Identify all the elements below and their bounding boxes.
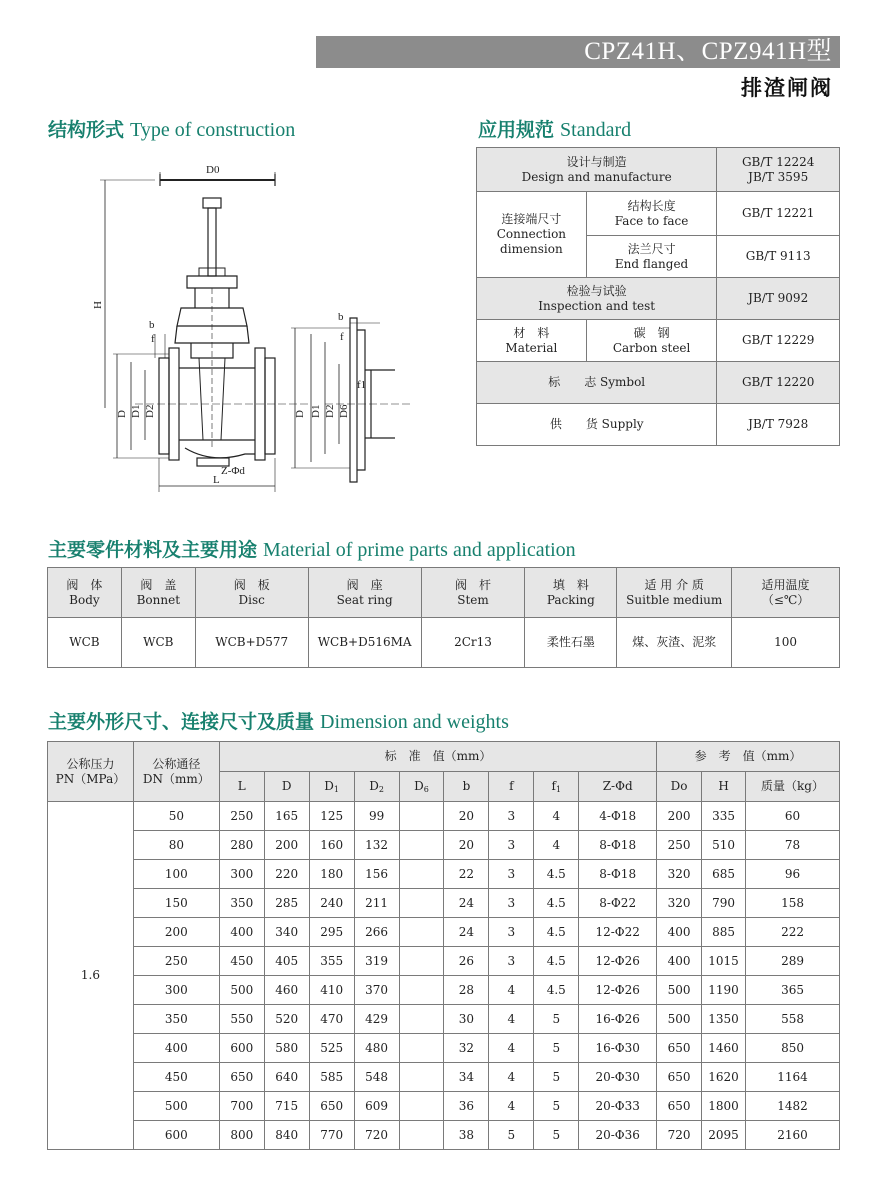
table-cell: 400 [657,947,702,976]
table-cell: 720 [354,1121,399,1150]
table-cell: 20-Φ36 [579,1121,657,1150]
table-cell: 26 [444,947,489,976]
col-do: Do [657,772,702,802]
table-cell: 3 [489,802,534,831]
table-cell: 22 [444,860,489,889]
table-cell: 20-Φ30 [579,1063,657,1092]
table-cell: 600 [219,1034,264,1063]
table-cell: 5 [534,1092,579,1121]
table-cell: 550 [219,1005,264,1034]
material-header: 适用温度 （≤℃） [732,568,840,618]
label-f1: f1 [357,379,367,391]
table-cell: 840 [264,1121,309,1150]
table-cell: 4.5 [534,860,579,889]
label-d0: D0 [206,164,220,176]
table-row [48,860,840,889]
std-symbol-value: GB/T 12220 [717,362,840,404]
table-row [48,802,840,831]
model-title: CPZ41H、CPZ941H型 [584,38,832,65]
table-cell: 650 [657,1063,702,1092]
std-symbol-label: 标 志 Symbol [477,362,717,404]
reference-values-header: 参 考 值（mm） [657,742,840,772]
table-cell: 132 [354,831,399,860]
table-cell: 525 [309,1034,354,1063]
col-zd: Z-Φd [579,772,657,802]
table-row [48,1034,840,1063]
material-header: 阀 体 Body [48,568,122,618]
table-cell: 715 [264,1092,309,1121]
table-cell: 548 [354,1063,399,1092]
table-cell [399,947,444,976]
col-d: D [264,772,309,802]
table-cell: 370 [354,976,399,1005]
table-cell: 78 [746,831,840,860]
table-cell: 500 [133,1092,219,1121]
col-weight: 质量（kg） [746,772,840,802]
table-cell: 4.5 [534,947,579,976]
table-cell: 36 [444,1092,489,1121]
label-d-right: D [294,410,306,418]
table-cell: 289 [746,947,840,976]
material-table [47,567,840,668]
table-row [48,1063,840,1092]
table-cell: 222 [746,918,840,947]
std-inspection-value: JB/T 9092 [717,278,840,320]
table-cell: 285 [264,889,309,918]
table-cell: 200 [133,918,219,947]
table-cell: 335 [702,802,746,831]
col-h: H [702,772,746,802]
table-cell [399,802,444,831]
material-cell: WCB [121,618,195,668]
table-cell: 165 [264,802,309,831]
table-cell: 250 [657,831,702,860]
label-d1-right: D1 [310,404,322,418]
table-cell: 790 [702,889,746,918]
label-d2-right: D2 [324,404,336,418]
table-cell: 8-Φ18 [579,860,657,889]
label-d2: D2 [144,404,156,418]
table-row [48,1005,840,1034]
col-l: L [219,772,264,802]
table-cell: 4 [489,1063,534,1092]
table-cell: 650 [219,1063,264,1092]
table-cell: 510 [702,831,746,860]
table-cell: 250 [219,802,264,831]
std-supply-value: JB/T 7928 [717,404,840,446]
col-d1: $D_1$ [309,772,354,802]
std-face-value: GB/T 12221 [717,192,840,236]
dimension-header-row [48,742,840,772]
table-cell: 850 [746,1034,840,1063]
label-d1: D1 [130,404,142,418]
table-cell: 400 [657,918,702,947]
section-dimension-title: 主要外形尺寸、连接尺寸及质量 Dimension and weights [48,711,509,733]
table-cell: 12-Φ26 [579,947,657,976]
dn-header: 公称通径 DN（mm） [133,742,219,802]
table-cell: 200 [264,831,309,860]
table-cell: 600 [133,1121,219,1150]
table-cell: 558 [746,1005,840,1034]
table-cell: 650 [657,1092,702,1121]
table-cell: 99 [354,802,399,831]
table-cell: 12-Φ26 [579,976,657,1005]
material-header: 填 料 Packing [525,568,617,618]
table-cell: 450 [219,947,264,976]
table-cell: 3 [489,831,534,860]
material-cell: 柔性石墨 [525,618,617,668]
label-f: f [151,333,155,345]
table-cell: 3 [489,860,534,889]
std-connection-label: 连接端尺寸 Connection dimension [477,192,587,278]
table-cell: 400 [219,918,264,947]
table-cell: 3 [489,947,534,976]
material-header-row [48,568,840,618]
label-h: H [92,301,104,309]
material-header: 阀 杆 Stem [421,568,525,618]
table-cell: 460 [264,976,309,1005]
label-b-right: b [338,311,344,323]
table-cell: 350 [133,1005,219,1034]
model-title-bar [316,36,840,68]
table-cell: 8-Φ22 [579,889,657,918]
table-cell [399,889,444,918]
table-cell: 158 [746,889,840,918]
table-cell: 12-Φ22 [579,918,657,947]
table-cell: 100 [133,860,219,889]
table-cell: 5 [534,1121,579,1150]
table-cell: 885 [702,918,746,947]
valve-construction-drawing [92,158,415,508]
std-supply-label: 供 货 Supply [477,404,717,446]
table-row [48,1092,840,1121]
table-cell: 320 [657,889,702,918]
table-cell: 365 [746,976,840,1005]
table-cell: 34 [444,1063,489,1092]
table-cell: 340 [264,918,309,947]
table-cell: 500 [657,976,702,1005]
table-cell: 20-Φ33 [579,1092,657,1121]
std-flange-value: GB/T 9113 [717,236,840,278]
table-cell: 32 [444,1034,489,1063]
table-cell: 650 [657,1034,702,1063]
table-cell [399,1121,444,1150]
table-cell: 4 [489,976,534,1005]
table-cell: 1190 [702,976,746,1005]
col-f: f [489,772,534,802]
table-cell: 240 [309,889,354,918]
table-cell: 28 [444,976,489,1005]
table-cell: 350 [219,889,264,918]
table-cell: 429 [354,1005,399,1034]
section-construction-title: 结构形式 Type of construction [48,119,296,141]
table-cell: 5 [534,1034,579,1063]
table-cell: 450 [133,1063,219,1092]
table-cell: 1482 [746,1092,840,1121]
col-f1: $f_1$ [534,772,579,802]
section-standard-title: 应用规范 Standard [478,119,632,141]
std-design-value: GB/T 12224 JB/T 3595 [717,148,840,192]
table-cell: 4.5 [534,918,579,947]
table-cell: 470 [309,1005,354,1034]
table-cell [399,1063,444,1092]
table-cell [399,860,444,889]
label-zd: Z-Φd [221,465,245,477]
table-cell: 60 [746,802,840,831]
label-b: b [149,319,155,331]
pn-value: 1.6 [48,802,134,1150]
section-material-title: 主要零件材料及主要用途 Material of prime parts and application [48,539,576,561]
table-cell: 20 [444,831,489,860]
table-cell: 580 [264,1034,309,1063]
table-cell: 480 [354,1034,399,1063]
std-design-label: 设计与制造 Design and manufacture [477,148,717,192]
table-cell: 30 [444,1005,489,1034]
table-cell: 156 [354,860,399,889]
table-cell: 800 [219,1121,264,1150]
table-cell: 1350 [702,1005,746,1034]
material-header: 阀 盖 Bonnet [121,568,195,618]
table-cell: 4.5 [534,976,579,1005]
material-header: 阀 板 Disc [195,568,308,618]
table-cell: 1164 [746,1063,840,1092]
table-cell: 125 [309,802,354,831]
material-value-row [48,618,840,668]
table-cell: 520 [264,1005,309,1034]
table-cell: 319 [354,947,399,976]
table-cell: 410 [309,976,354,1005]
table-cell: 4 [534,802,579,831]
material-header: 适 用 介 质 Suitble medium [617,568,732,618]
table-cell: 20 [444,802,489,831]
table-cell: 405 [264,947,309,976]
table-cell: 295 [309,918,354,947]
table-cell: 266 [354,918,399,947]
table-cell [399,976,444,1005]
table-cell: 1620 [702,1063,746,1092]
table-cell: 685 [702,860,746,889]
table-cell [399,1092,444,1121]
col-b: b [444,772,489,802]
table-cell: 80 [133,831,219,860]
standard-values-header: 标 准 值（mm） [219,742,656,772]
table-cell: 650 [309,1092,354,1121]
std-carbon-steel-label: 碳 钢 Carbon steel [586,320,717,362]
table-cell: 300 [133,976,219,1005]
table-cell: 609 [354,1092,399,1121]
table-cell: 700 [219,1092,264,1121]
table-cell: 5 [534,1063,579,1092]
product-name: 排渣闸阀 [741,76,833,100]
material-cell: 2Cr13 [421,618,525,668]
dimension-table [47,741,840,1150]
table-row [48,976,840,1005]
standard-table [476,147,840,446]
material-cell: WCB+D516MA [308,618,421,668]
table-cell: 211 [354,889,399,918]
label-f-right: f [340,331,344,343]
table-cell: 2095 [702,1121,746,1150]
table-cell: 96 [746,860,840,889]
table-cell: 2160 [746,1121,840,1150]
table-row [48,947,840,976]
table-cell: 400 [133,1034,219,1063]
material-cell: 煤、灰渣、泥浆 [617,618,732,668]
label-d6: D6 [338,404,350,418]
table-cell: 38 [444,1121,489,1150]
table-cell: 585 [309,1063,354,1092]
table-cell: 250 [133,947,219,976]
table-cell: 320 [657,860,702,889]
material-header: 阀 座 Seat ring [308,568,421,618]
material-cell: 100 [732,618,840,668]
table-cell: 150 [133,889,219,918]
table-row [48,831,840,860]
table-cell: 3 [489,918,534,947]
table-cell: 720 [657,1121,702,1150]
table-cell: 4 [489,1005,534,1034]
table-cell: 50 [133,802,219,831]
material-cell: WCB+D577 [195,618,308,668]
table-cell: 3 [489,889,534,918]
table-cell: 4 [489,1034,534,1063]
dimension-body [48,802,840,1150]
table-cell: 770 [309,1121,354,1150]
table-cell: 500 [657,1005,702,1034]
table-row [48,889,840,918]
material-cell: WCB [48,618,122,668]
std-flange-label: 法兰尺寸 End flanged [586,236,717,278]
table-cell: 5 [489,1121,534,1150]
table-cell: 160 [309,831,354,860]
std-material-value: GB/T 12229 [717,320,840,362]
table-cell: 1800 [702,1092,746,1121]
table-cell: 16-Φ30 [579,1034,657,1063]
table-cell: 4.5 [534,889,579,918]
pn-header: 公称压力 PN（MPa） [48,742,134,802]
label-d: D [116,410,128,418]
table-cell: 24 [444,918,489,947]
table-row [48,1121,840,1150]
table-row [48,918,840,947]
table-cell: 5 [534,1005,579,1034]
std-face-label: 结构长度 Face to face [586,192,717,236]
table-cell: 4 [489,1092,534,1121]
table-cell: 200 [657,802,702,831]
table-cell: 24 [444,889,489,918]
label-l: L [213,474,220,486]
table-cell: 180 [309,860,354,889]
table-cell: 300 [219,860,264,889]
table-cell [399,1005,444,1034]
table-cell: 4-Φ18 [579,802,657,831]
table-cell: 4 [534,831,579,860]
table-cell [399,1034,444,1063]
table-cell: 16-Φ26 [579,1005,657,1034]
table-cell [399,831,444,860]
table-cell: 1015 [702,947,746,976]
std-material-label: 材 料 Material [477,320,587,362]
std-inspection-label: 检验与试验 Inspection and test [477,278,717,320]
table-cell [399,918,444,947]
table-cell: 8-Φ18 [579,831,657,860]
table-cell: 280 [219,831,264,860]
table-cell: 220 [264,860,309,889]
table-cell: 500 [219,976,264,1005]
col-d6: $D_6$ [399,772,444,802]
table-cell: 640 [264,1063,309,1092]
table-cell: 355 [309,947,354,976]
table-cell: 1460 [702,1034,746,1063]
col-d2: $D_2$ [354,772,399,802]
